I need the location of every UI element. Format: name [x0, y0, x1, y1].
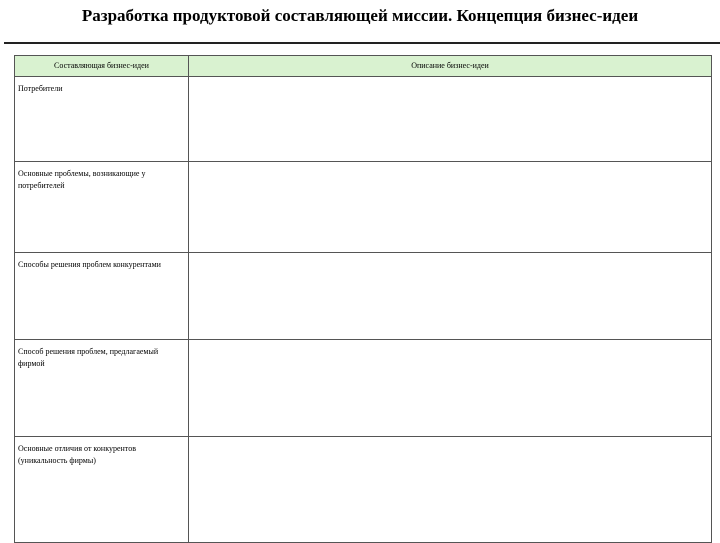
description-cell-firm-solution[interactable]: [189, 340, 712, 437]
column-header-description: Описание бизнес-идеи: [189, 56, 712, 77]
row-label-firm-solution: Способ решения проблем, предлагаемый фирмой: [15, 340, 189, 437]
table-row: [15, 437, 712, 543]
page-title: Разработка продуктовой составляющей миссии. Концепция бизнес-идеи: [81, 6, 639, 25]
table-header-row: [15, 56, 712, 77]
description-cell-consumer-problems[interactable]: [189, 162, 712, 253]
row-label-consumer-problems: Основные проблемы, возникающие у потребителей: [15, 162, 189, 253]
business-idea-table: [14, 55, 712, 543]
table-row: [15, 162, 712, 253]
description-cell-differences[interactable]: [189, 437, 712, 543]
table-row: [15, 253, 712, 340]
table-row: [15, 77, 712, 162]
table-row: [15, 340, 712, 437]
row-label-differences: Основные отличия от конкурентов (уникальность фирмы): [15, 437, 189, 543]
row-label-consumers: Потребители: [15, 77, 189, 162]
description-cell-competitor-solutions[interactable]: [189, 253, 712, 340]
column-header-component: Составляющая бизнес-идеи: [15, 56, 189, 77]
row-label-competitor-solutions: Способы решения проблем конкурентами: [15, 253, 189, 340]
title-divider: [4, 42, 720, 44]
description-cell-consumers[interactable]: [189, 77, 712, 162]
